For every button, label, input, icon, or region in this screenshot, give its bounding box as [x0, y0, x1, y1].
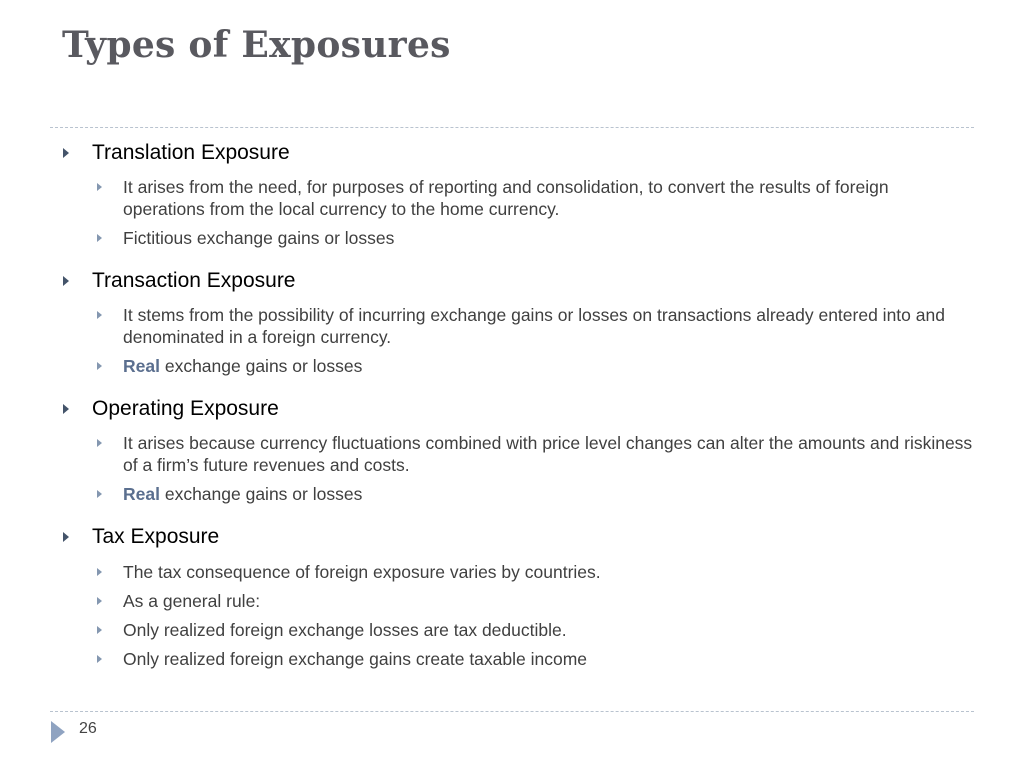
- footer-arrow-icon: [51, 721, 65, 743]
- section-bullet-icon: [63, 276, 69, 286]
- list-item: It arises because currency fluctuations combined with price level changes can alter the amounts and riskiness of a firm’s future revenues and costs.: [123, 433, 973, 475]
- item-bullet-icon: [97, 439, 102, 447]
- item-bullet-icon: [97, 234, 102, 242]
- item-bullet-icon: [97, 597, 102, 605]
- item-bullet-icon: [97, 362, 102, 370]
- section-heading-translation: Translation Exposure: [92, 141, 290, 164]
- list-item: Fictitious exchange gains or losses: [123, 228, 395, 248]
- list-item: The tax consequence of foreign exposure varies by countries.: [123, 562, 601, 582]
- item-bullet-icon: [97, 311, 102, 319]
- page-number: 26: [79, 720, 97, 737]
- item-text: exchange gains or losses: [159, 484, 363, 504]
- item-bullet-icon: [97, 655, 102, 663]
- section-bullet-icon: [63, 404, 69, 414]
- item-bullet-icon: [97, 183, 102, 191]
- emphasis-text: Real: [123, 484, 160, 504]
- section-heading-operating: Operating Exposure: [92, 397, 279, 420]
- section-heading-tax: Tax Exposure: [92, 525, 220, 548]
- section-heading-transaction: Transaction Exposure: [92, 269, 296, 292]
- list-item: Only realized foreign exchange gains create taxable income: [123, 649, 588, 669]
- section-bullet-icon: [63, 148, 69, 158]
- item-bullet-icon: [97, 490, 102, 498]
- bottom-divider: [50, 711, 974, 712]
- item-bullet-icon: [97, 626, 102, 634]
- item-bullet-icon: [97, 568, 102, 576]
- list-item: It arises from the need, for purposes of reporting and consolidation, to convert the results of foreign operations from the local currency to the home currency.: [123, 177, 889, 219]
- list-item: Only realized foreign exchange losses are tax deductible.: [123, 620, 567, 640]
- slide-title: Types of Exposures: [62, 24, 451, 66]
- section-bullet-icon: [63, 532, 69, 542]
- list-item: [123, 355, 973, 377]
- item-text: exchange gains or losses: [159, 356, 363, 376]
- list-item: As a general rule:: [123, 591, 261, 611]
- emphasis-text: Real: [123, 356, 160, 376]
- list-item: It stems from the possibility of incurring exchange gains or losses on transactions already entered into and denominated in a foreign currency.: [123, 305, 945, 347]
- list-item: [123, 483, 973, 505]
